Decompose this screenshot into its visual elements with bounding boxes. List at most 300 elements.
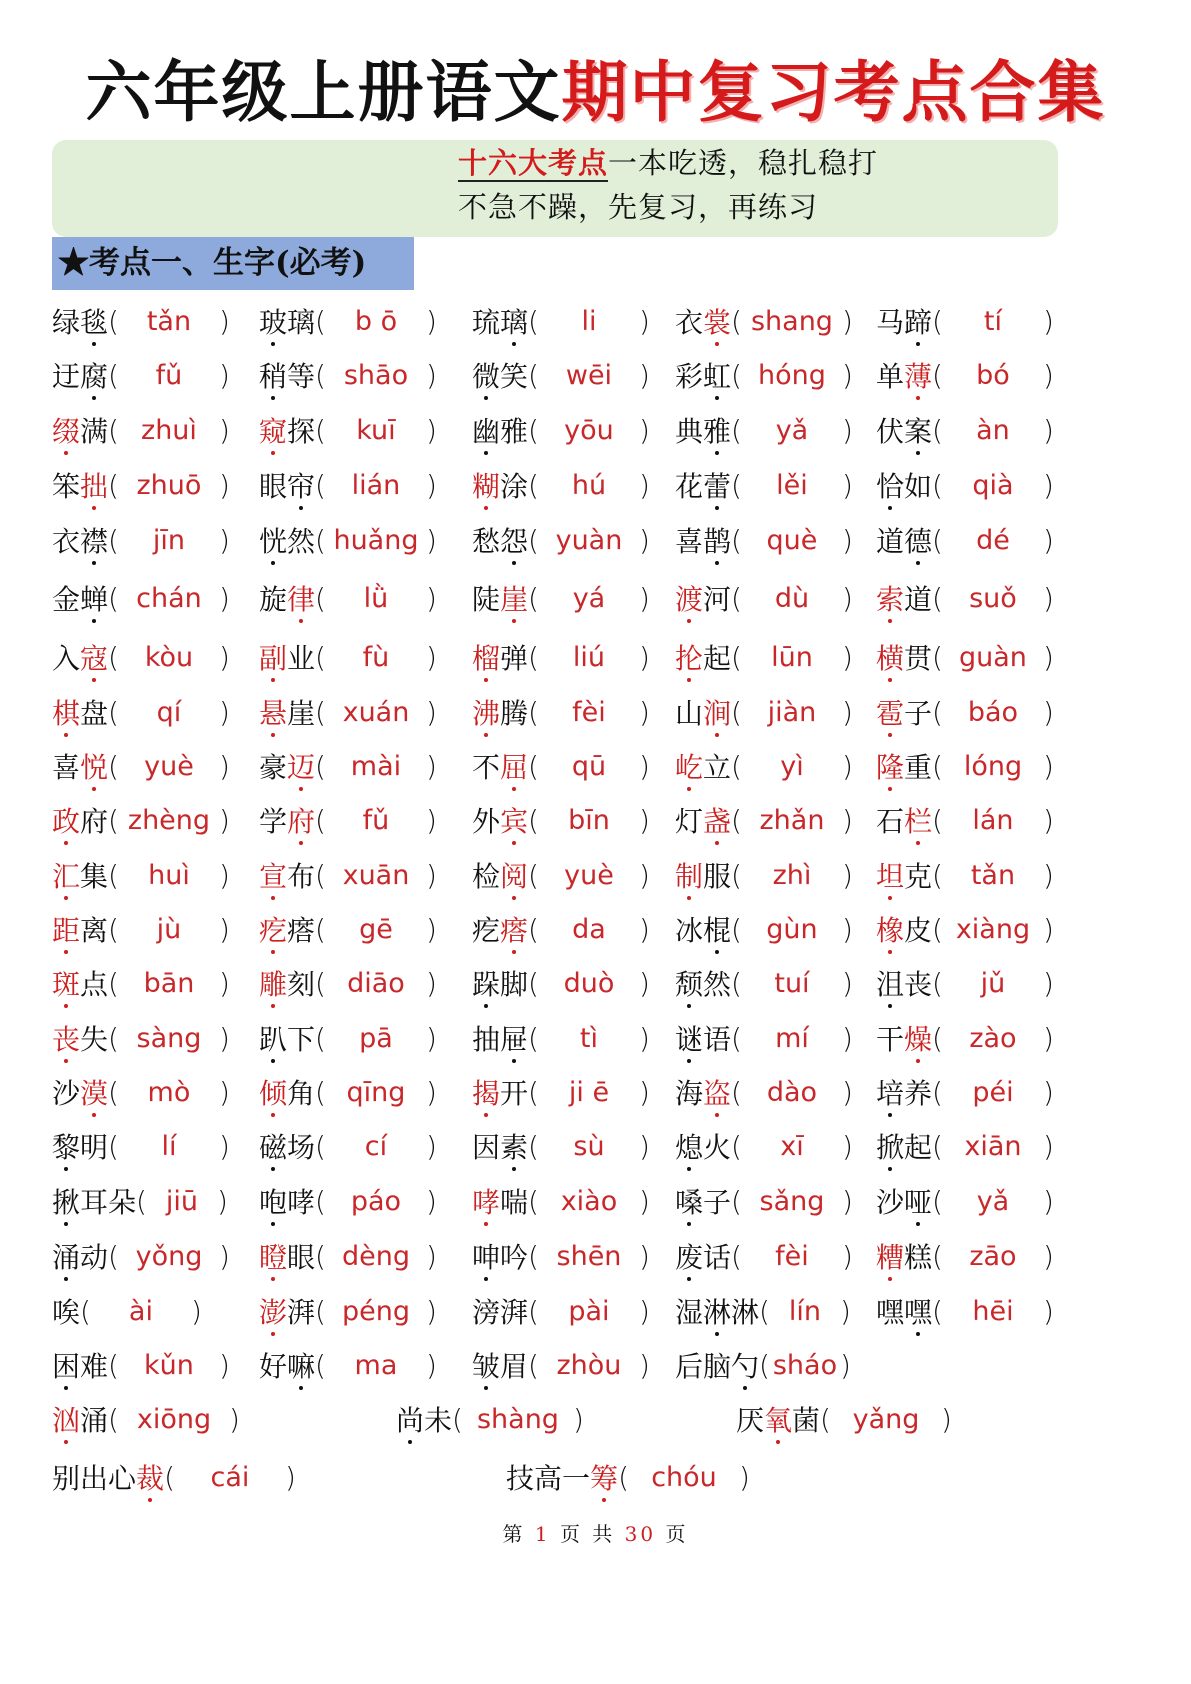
vocab-item	[675, 1231, 853, 1281]
close-paren: )	[425, 1129, 437, 1163]
close-paren: )	[638, 1184, 650, 1218]
character: 重	[904, 751, 933, 784]
open-paren: (	[932, 803, 943, 837]
target-character: 揭	[472, 1072, 500, 1112]
open-paren: (	[932, 1075, 943, 1109]
open-paren: (	[528, 304, 539, 338]
target-character: 腐	[80, 355, 108, 395]
pinyin-answer: tǎn	[146, 305, 192, 337]
close-paren: )	[425, 803, 437, 837]
character: 眉	[500, 1350, 529, 1383]
pinyin-answer: dèng	[341, 1240, 410, 1272]
vocab-word	[675, 692, 731, 732]
character: 迂	[52, 360, 81, 393]
vocab-item	[675, 405, 853, 455]
close-paren: )	[1042, 1184, 1054, 1218]
open-paren: (	[108, 640, 119, 674]
vocab-word	[675, 410, 731, 450]
target-character: 瘩	[500, 909, 528, 949]
target-character: 政	[52, 800, 80, 840]
open-paren: (	[731, 912, 742, 946]
character: 贯	[904, 642, 933, 675]
target-character: 燥	[904, 1018, 932, 1058]
target-character: 哮	[472, 1181, 500, 1221]
vocab-word	[472, 855, 528, 895]
target-character: 案	[904, 410, 932, 450]
close-paren: )	[218, 1239, 230, 1273]
target-character: 恰	[876, 465, 904, 505]
target-character: 律	[287, 578, 315, 618]
character: 糕	[904, 1241, 933, 1274]
character: 语	[703, 1023, 732, 1056]
vocab-word	[472, 1181, 528, 1221]
close-paren: )	[1042, 858, 1054, 892]
vocab-word	[52, 410, 108, 450]
open-paren: (	[108, 1075, 119, 1109]
pinyin-answer: yuè	[144, 750, 194, 782]
close-paren: )	[638, 1021, 650, 1055]
vocab-word	[675, 578, 731, 618]
pinyin-answer: qīng	[346, 1076, 406, 1108]
close-paren: )	[1042, 749, 1054, 783]
close-paren: )	[841, 966, 853, 1000]
pinyin-answer: zhuì	[141, 414, 197, 446]
target-character: 疙	[259, 909, 287, 949]
pinyin-answer: zhòu	[556, 1349, 622, 1381]
vocab-row	[0, 1067, 1191, 1117]
vocab-item	[52, 1452, 296, 1502]
character: 话	[703, 1241, 732, 1274]
open-paren: (	[932, 304, 943, 338]
vocab-item	[472, 632, 650, 682]
character: 单	[876, 360, 905, 393]
target-character: 呻	[472, 1236, 500, 1276]
close-paren: )	[218, 304, 230, 338]
character: 技	[506, 1462, 535, 1495]
pinyin-answer: hú	[571, 469, 607, 501]
character: 失	[80, 1023, 109, 1056]
character: 丧	[904, 968, 933, 1001]
open-paren: (	[528, 468, 539, 502]
pinyin-answer: tí	[983, 305, 1003, 337]
open-paren: (	[731, 1021, 742, 1055]
pinyin-answer: àn	[976, 414, 1010, 446]
pinyin-answer: huǎng	[333, 524, 419, 556]
pinyin-answer: zhèng	[127, 804, 211, 836]
target-character: 崖	[500, 578, 528, 618]
pinyin-answer: duò	[563, 967, 615, 999]
pinyin-answer: dù	[774, 582, 810, 614]
vocab-item	[259, 632, 437, 682]
vocab-item	[259, 904, 437, 954]
vocab-item	[876, 958, 1054, 1008]
open-paren: (	[759, 1294, 770, 1328]
vocab-word	[472, 909, 528, 949]
pinyin-answer: shāo	[343, 359, 409, 391]
close-paren: )	[218, 1021, 230, 1055]
vocab-word	[52, 1236, 108, 1276]
banner-line-1-text: 一本吃透，稳扎稳打	[608, 146, 879, 180]
open-paren: (	[731, 1184, 742, 1218]
character: 弹	[500, 642, 529, 675]
vocab-item	[876, 904, 1054, 954]
pinyin-answer: mài	[350, 750, 402, 782]
target-character: 涌	[52, 1236, 80, 1276]
character: 喘	[500, 1186, 529, 1219]
close-paren: )	[841, 304, 853, 338]
vocab-item	[675, 687, 853, 737]
target-character: 汹	[52, 1399, 80, 1439]
open-paren: (	[108, 1021, 119, 1055]
vocab-row	[0, 1121, 1191, 1171]
open-paren: (	[528, 1184, 539, 1218]
target-character: 丧	[52, 1018, 80, 1058]
character: 干	[876, 1023, 905, 1056]
pinyin-answer: xiào	[560, 1185, 618, 1217]
vocab-word	[259, 1236, 315, 1276]
vocab-item	[259, 741, 437, 791]
pinyin-answer: bó	[976, 359, 1010, 391]
vocab-row-wide	[0, 1394, 1191, 1444]
pinyin-answer: péng	[341, 1295, 410, 1327]
vocab-item	[675, 795, 853, 845]
close-paren: )	[638, 803, 650, 837]
character: 脑	[703, 1350, 732, 1383]
vocab-row	[0, 741, 1191, 791]
target-character: 揪	[52, 1181, 80, 1221]
character: 灯	[675, 805, 704, 838]
vocab-item	[472, 1176, 650, 1226]
vocab-word	[876, 1291, 932, 1331]
vocab-item	[472, 741, 650, 791]
close-paren: )	[1042, 640, 1054, 674]
target-character: 璃	[500, 301, 528, 341]
vocab-item	[52, 515, 230, 565]
target-character: 哑	[904, 1181, 932, 1221]
pinyin-answer: xiān	[964, 1130, 1022, 1162]
vocab-word	[675, 465, 731, 505]
target-character: 趴	[259, 1018, 287, 1058]
pinyin-answer: gùn	[766, 913, 818, 945]
close-paren: )	[218, 858, 230, 892]
footer-suffix: 页	[665, 1522, 689, 1546]
close-paren: )	[425, 523, 437, 557]
target-character: 坦	[876, 855, 904, 895]
character: 陡	[472, 583, 501, 616]
close-paren: )	[218, 912, 230, 946]
pinyin-answer: zhǎn	[759, 804, 825, 836]
close-paren: )	[1042, 1021, 1054, 1055]
pinyin-answer: qū	[571, 750, 607, 782]
footer-middle: 页 共	[559, 1522, 616, 1546]
pinyin-answer: pài	[568, 1295, 610, 1327]
vocab-item	[52, 904, 230, 954]
pinyin-answer: lóng	[963, 750, 1023, 782]
vocab-item	[259, 958, 437, 1008]
vocab-word	[52, 746, 108, 786]
pinyin-answer: zào	[969, 1022, 1017, 1054]
close-paren: )	[218, 1075, 230, 1109]
open-paren: (	[731, 803, 742, 837]
close-paren: )	[1042, 468, 1054, 502]
target-character: 窥	[259, 410, 287, 450]
pinyin-answer: tuí	[774, 967, 810, 999]
pinyin-answer: què	[766, 524, 818, 556]
open-paren: (	[731, 581, 742, 615]
close-paren: )	[841, 858, 853, 892]
vocab-item	[506, 1452, 750, 1502]
character: 下	[287, 1023, 316, 1056]
character: 角	[287, 1077, 316, 1110]
character: 朵	[108, 1186, 137, 1219]
target-character: 尚	[396, 1399, 424, 1439]
character: 不	[472, 751, 501, 784]
open-paren: (	[932, 1239, 943, 1273]
vocab-item	[876, 1013, 1054, 1063]
target-character: 屉	[500, 1018, 528, 1058]
vocab-word	[472, 301, 528, 341]
close-paren: )	[638, 1075, 650, 1109]
vocab-word	[259, 1181, 315, 1221]
vocab-item	[259, 573, 437, 623]
pinyin-answer: bān	[143, 967, 195, 999]
pinyin-answer: yǎ	[976, 1185, 1010, 1217]
target-character: 糟	[876, 1236, 904, 1276]
character: 脚	[500, 968, 529, 1001]
pinyin-answer: yì	[780, 750, 804, 782]
target-character: 棋	[52, 692, 80, 732]
vocab-item	[259, 1231, 437, 1281]
pinyin-answer: huì	[148, 859, 190, 891]
vocab-item	[675, 904, 853, 954]
pinyin-answer: lín	[788, 1295, 822, 1327]
vocab-word	[876, 1236, 932, 1276]
character: 刻	[287, 968, 316, 1001]
vocab-item	[259, 687, 437, 737]
total-pages-number: 30	[624, 1522, 657, 1546]
vocab-row	[0, 296, 1191, 346]
target-character: 嘿	[904, 1291, 932, 1331]
close-paren: )	[425, 1075, 437, 1109]
close-paren: )	[425, 581, 437, 615]
vocab-item	[52, 1394, 240, 1444]
character: 河	[703, 583, 732, 616]
vocab-word	[472, 1236, 528, 1276]
character: 涌	[80, 1404, 109, 1437]
pinyin-answer: yá	[572, 582, 606, 614]
vocab-word	[876, 578, 932, 618]
close-paren: )	[218, 695, 230, 729]
vocab-word	[472, 637, 528, 677]
character: 检	[472, 860, 501, 893]
open-paren: (	[315, 581, 326, 615]
vocab-item	[675, 515, 853, 565]
vocab-item	[876, 1286, 1054, 1336]
open-paren: (	[932, 523, 943, 557]
vocab-item	[675, 573, 853, 623]
pinyin-answer: liú	[572, 641, 606, 673]
close-paren: )	[218, 966, 230, 1000]
vocab-item	[472, 850, 650, 900]
pinyin-answer: qí	[156, 696, 182, 728]
vocab-row	[0, 687, 1191, 737]
target-character: 困	[52, 1345, 80, 1385]
character: 一	[562, 1462, 591, 1495]
target-character: 渡	[675, 578, 703, 618]
close-paren: )	[425, 468, 437, 502]
pinyin-answer: zāo	[969, 1240, 1017, 1272]
open-paren: (	[108, 468, 119, 502]
open-paren: (	[731, 413, 742, 447]
target-character: 熄	[675, 1126, 703, 1166]
character: 眼	[259, 470, 288, 503]
vocab-row	[0, 573, 1191, 623]
vocab-word	[259, 963, 315, 1003]
vocab-word	[259, 855, 315, 895]
pinyin-answer: da	[572, 913, 606, 945]
vocab-item	[396, 1394, 584, 1444]
pinyin-answer: pā	[359, 1022, 393, 1054]
open-paren: (	[731, 523, 742, 557]
close-paren: )	[1042, 304, 1054, 338]
vocab-word	[52, 301, 108, 341]
vocab-word	[472, 1291, 528, 1331]
pinyin-answer: lí	[161, 1130, 177, 1162]
open-paren: (	[731, 1239, 742, 1273]
vocab-word	[52, 465, 108, 505]
vocab-item	[675, 1067, 853, 1117]
pinyin-answer: li	[581, 305, 597, 337]
pinyin-answer: tǎn	[970, 859, 1016, 891]
character: 冰	[675, 914, 704, 947]
close-paren: )	[1042, 1075, 1054, 1109]
target-character: 培	[876, 1072, 904, 1112]
target-character: 副	[259, 637, 287, 677]
pinyin-answer: hēi	[972, 1295, 1014, 1327]
close-paren: )	[841, 749, 853, 783]
pinyin-answer: shàng	[476, 1403, 559, 1435]
character: 抽	[472, 1023, 501, 1056]
page-footer	[0, 1518, 1191, 1547]
pinyin-answer: b ō	[354, 305, 398, 337]
character: 吟	[500, 1241, 529, 1274]
character: 淋	[731, 1296, 760, 1329]
target-character: 榴	[472, 637, 500, 677]
open-paren: (	[315, 1075, 326, 1109]
pinyin-answer: lūn	[771, 641, 813, 673]
pinyin-answer: chán	[136, 582, 202, 614]
vocab-row	[0, 1286, 1191, 1336]
close-paren: )	[638, 358, 650, 392]
close-paren: )	[425, 640, 437, 674]
close-paren: )	[841, 358, 853, 392]
vocab-item	[259, 515, 437, 565]
open-paren: (	[528, 695, 539, 729]
pinyin-answer: kuī	[356, 414, 396, 446]
open-paren: (	[759, 1348, 770, 1382]
vocab-word	[52, 1291, 80, 1331]
pinyin-answer: fèi	[572, 696, 606, 728]
close-paren: )	[841, 803, 853, 837]
vocab-word	[52, 1345, 108, 1385]
pinyin-answer: ji ē	[568, 1076, 610, 1108]
character: 喜	[52, 751, 81, 784]
pinyin-answer: xī	[780, 1130, 804, 1162]
open-paren: (	[528, 523, 539, 557]
vocab-word	[675, 301, 731, 341]
vocab-word	[52, 1018, 108, 1058]
vocab-row	[0, 350, 1191, 400]
vocab-item	[876, 573, 1054, 623]
vocab-word	[472, 1345, 528, 1385]
pinyin-answer: jǔ	[980, 967, 1006, 999]
character: 耳	[80, 1186, 109, 1219]
close-paren: )	[425, 1021, 437, 1055]
character: 难	[80, 1350, 109, 1383]
pinyin-answer: shēn	[556, 1240, 622, 1272]
close-paren: )	[425, 358, 437, 392]
vocab-item	[52, 741, 230, 791]
character: 集	[80, 860, 109, 893]
vocab-word	[876, 1181, 932, 1221]
target-character: 制	[675, 855, 703, 895]
vocab-item	[472, 1231, 650, 1281]
target-character: 涧	[703, 692, 731, 732]
open-paren: (	[932, 1294, 943, 1328]
vocab-word	[259, 1291, 315, 1331]
target-character: 咆	[259, 1181, 287, 1221]
vocab-word	[259, 746, 315, 786]
target-character: 筹	[590, 1457, 618, 1497]
open-paren: (	[315, 1021, 326, 1055]
character: 愁	[472, 525, 501, 558]
pinyin-answer: yǒng	[135, 1240, 203, 1272]
vocab-word	[259, 800, 315, 840]
close-paren: )	[425, 912, 437, 946]
vocab-item	[52, 1067, 230, 1117]
target-character: 迈	[287, 746, 315, 786]
open-paren: (	[932, 1021, 943, 1055]
character: 起	[904, 1131, 933, 1164]
close-paren: )	[218, 413, 230, 447]
character: 动	[80, 1241, 109, 1274]
open-paren: (	[528, 1021, 539, 1055]
vocab-item	[675, 850, 853, 900]
target-character: 跺	[472, 963, 500, 1003]
character: 离	[80, 914, 109, 947]
pinyin-answer: fǔ	[155, 359, 183, 391]
open-paren: (	[108, 749, 119, 783]
vocab-word	[52, 1181, 136, 1221]
target-character: 盗	[703, 1072, 731, 1112]
character: 腾	[500, 697, 529, 730]
vocab-item	[675, 958, 853, 1008]
character: 满	[80, 415, 109, 448]
vocab-word	[675, 637, 731, 677]
character: 海	[675, 1077, 704, 1110]
open-paren: (	[108, 523, 119, 557]
pinyin-answer: mí	[775, 1022, 809, 1054]
close-paren: )	[638, 581, 650, 615]
vocab-item	[876, 1176, 1054, 1226]
close-paren: )	[638, 1348, 650, 1382]
open-paren: (	[315, 523, 326, 557]
vocab-word	[675, 800, 731, 840]
character: 外	[472, 805, 501, 838]
vocab-item	[259, 460, 437, 510]
target-character: 磁	[259, 1126, 287, 1166]
open-paren: (	[315, 1239, 326, 1273]
